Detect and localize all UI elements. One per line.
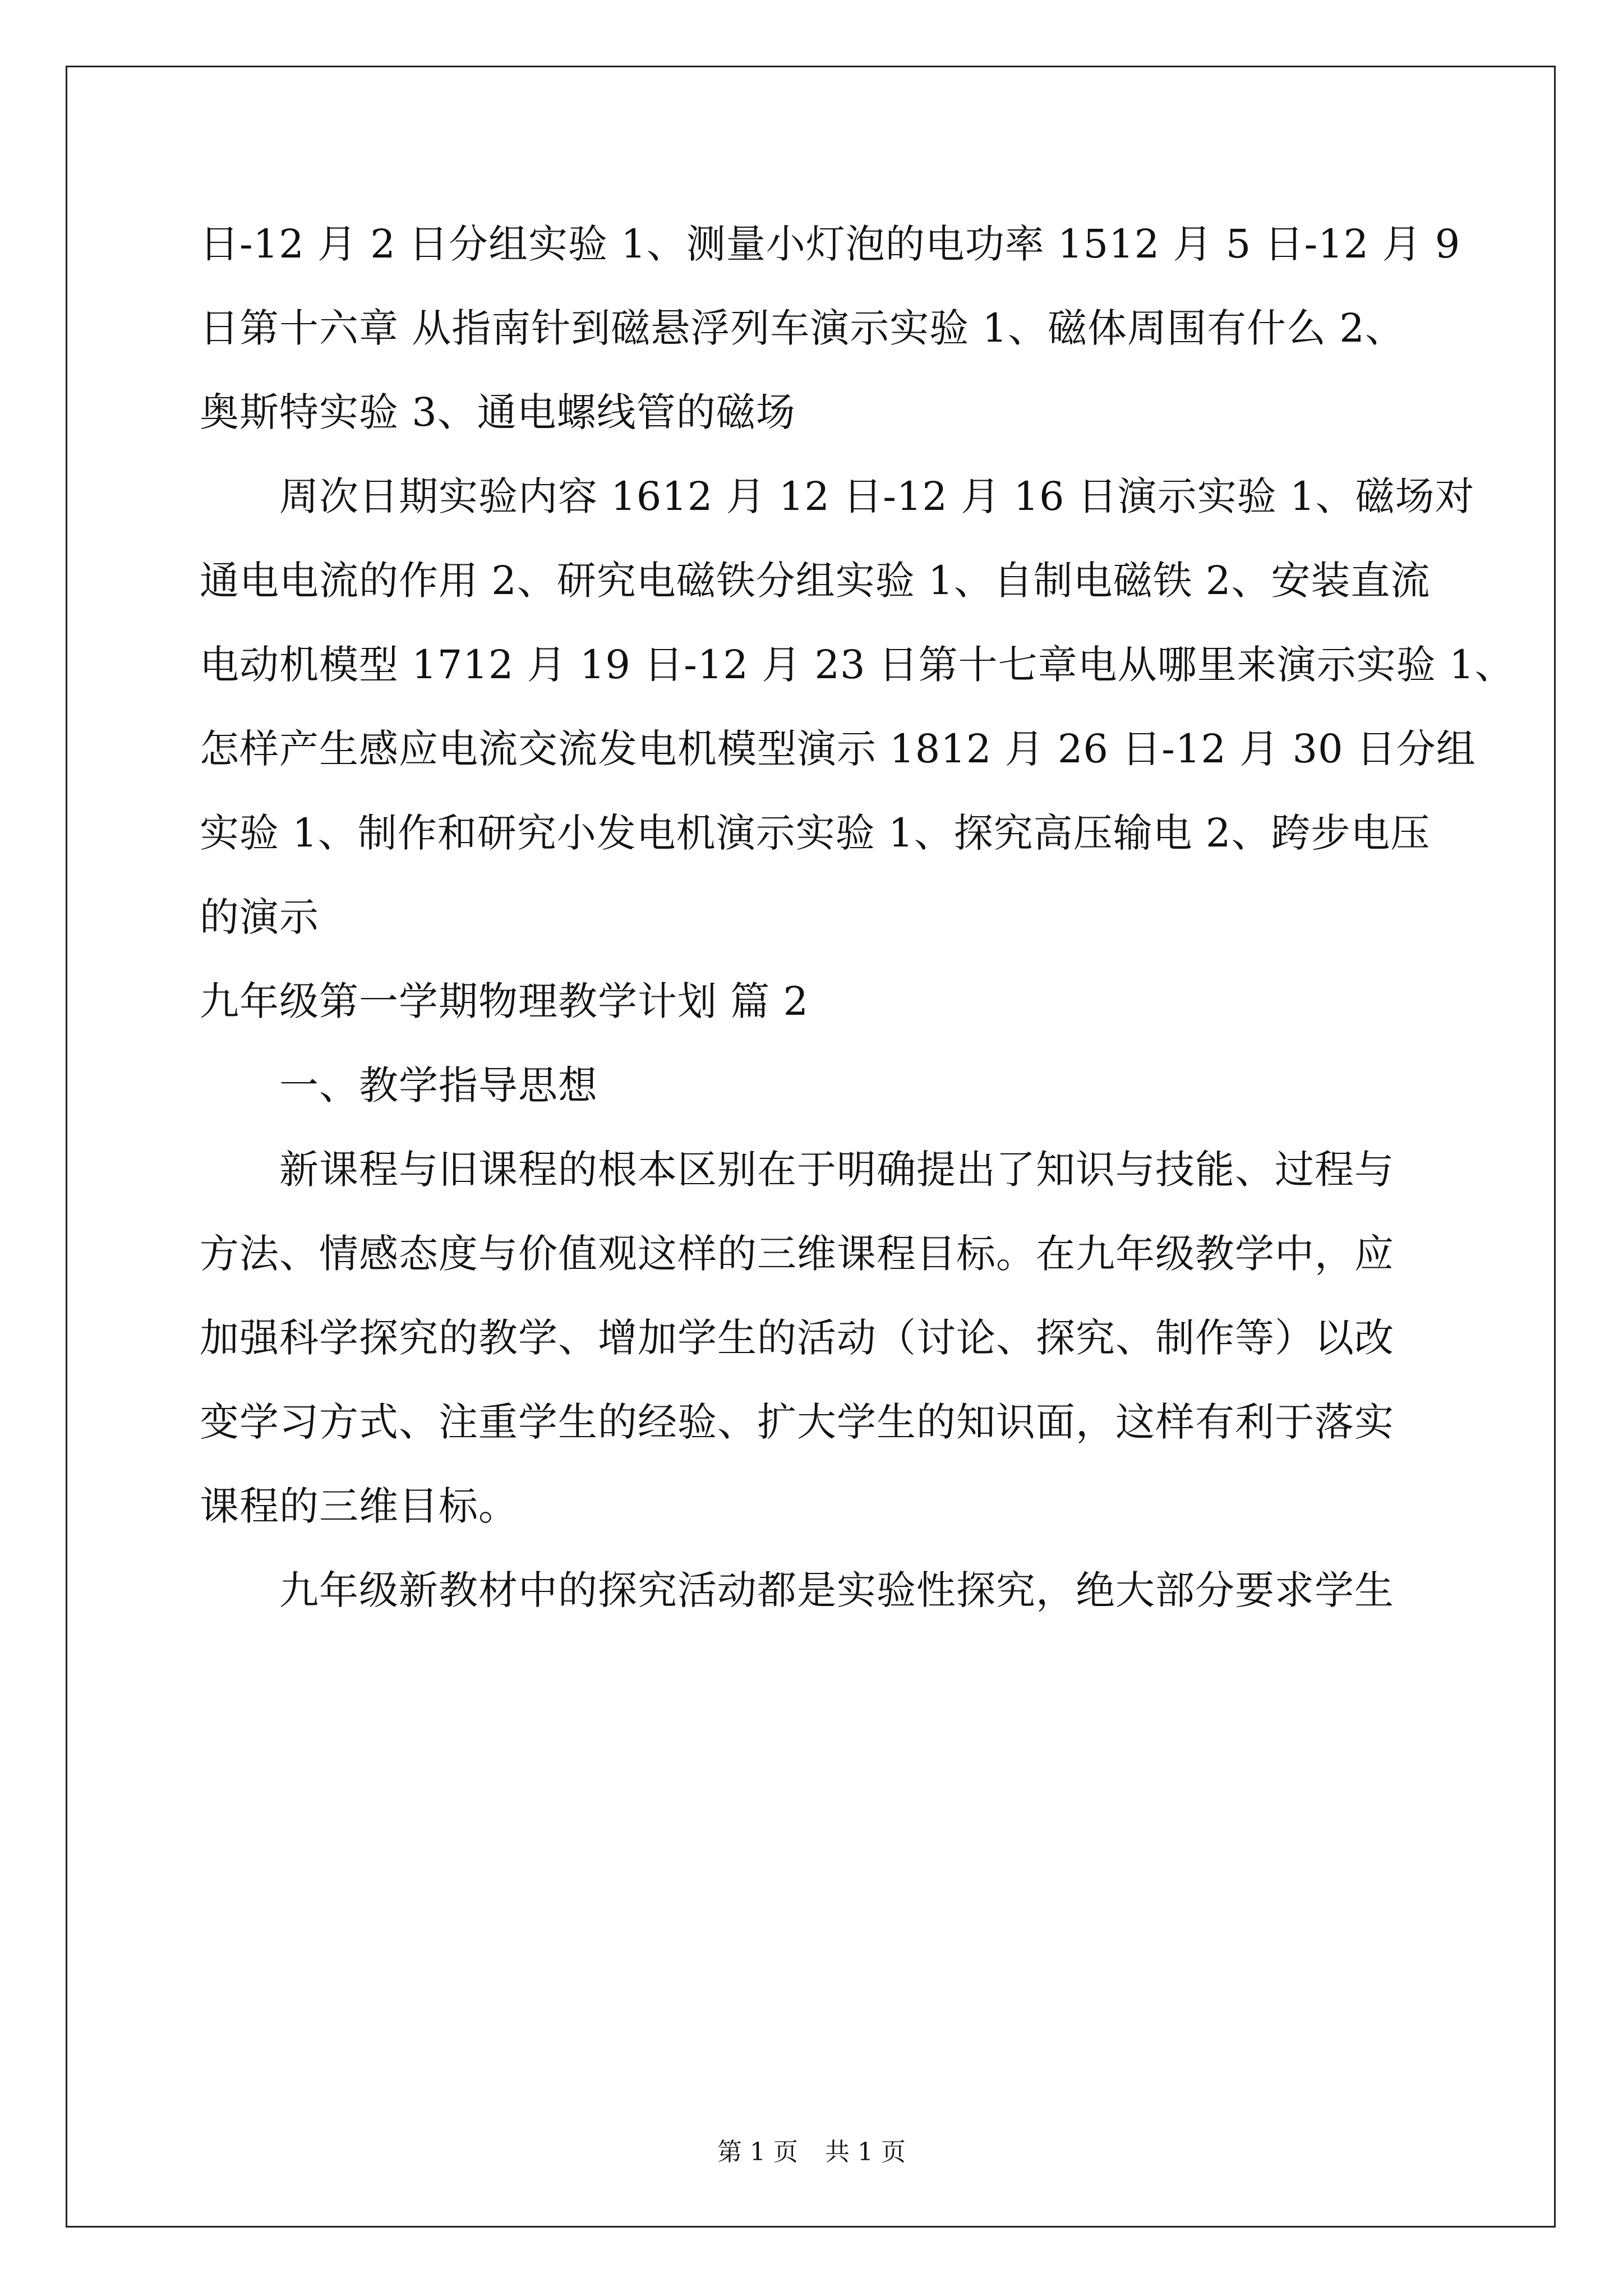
page-number: 第 1 页 [717,2138,798,2166]
text-line: 加强科学探究的教学、增加学生的活动（讨论、探究、制作等）以改 [200,1315,1394,1361]
text-line: 新课程与旧课程的根本区别在于明确提出了知识与技能、过程与 [279,1147,1394,1193]
text-line: 日-12 月 2 日分组实验 1、测量小灯泡的电功率 1512 月 5 日-12 月 9 [200,221,1461,267]
text-line: 奥斯特实验 3、通电螺线管的磁场 [200,389,796,435]
text-line: 怎样产生感应电流交流发电机模型演示 1812 月 26 日-12 月 30 日分组 [200,726,1476,772]
document-body [200,202,1515,1632]
text-line: 实验 1、制作和研究小发电机演示实验 1、探究高压输电 2、跨步电压 [200,810,1431,856]
text-line: 九年级新教材中的探究活动都是实验性探究，绝大部分要求学生 [279,1567,1394,1613]
text-line: 方法、情感态度与价值观这样的三维课程目标。在九年级教学中，应 [200,1231,1394,1277]
text-line: 课程的三维目标。 [200,1483,518,1529]
text-line: 变学习方式、注重学生的经验、扩大学生的知识面，这样有利于落实 [200,1399,1394,1445]
text-line: 的演示 [200,894,319,940]
text-line: 电动机模型 1712 月 19 日-12 月 23 日第十七章电从哪里来演示实验 1、 [200,642,1515,688]
page-total: 共 1 页 [825,2138,906,2166]
section-heading: 九年级第一学期物理教学计划 篇 2 [200,978,809,1024]
text-line: 通电电流的作用 2、研究电磁铁分组实验 1、自制电磁铁 2、安装直流 [200,558,1431,604]
page-footer [0,2132,1623,2168]
text-line: 周次日期实验内容 1612 月 12 日-12 月 16 日演示实验 1、磁场对 [279,473,1475,519]
text-line: 日第十六章 从指南针到磁悬浮列车演示实验 1、磁体周围有什么 2、 [200,305,1405,351]
subsection-heading: 一、教学指导思想 [279,1062,598,1108]
